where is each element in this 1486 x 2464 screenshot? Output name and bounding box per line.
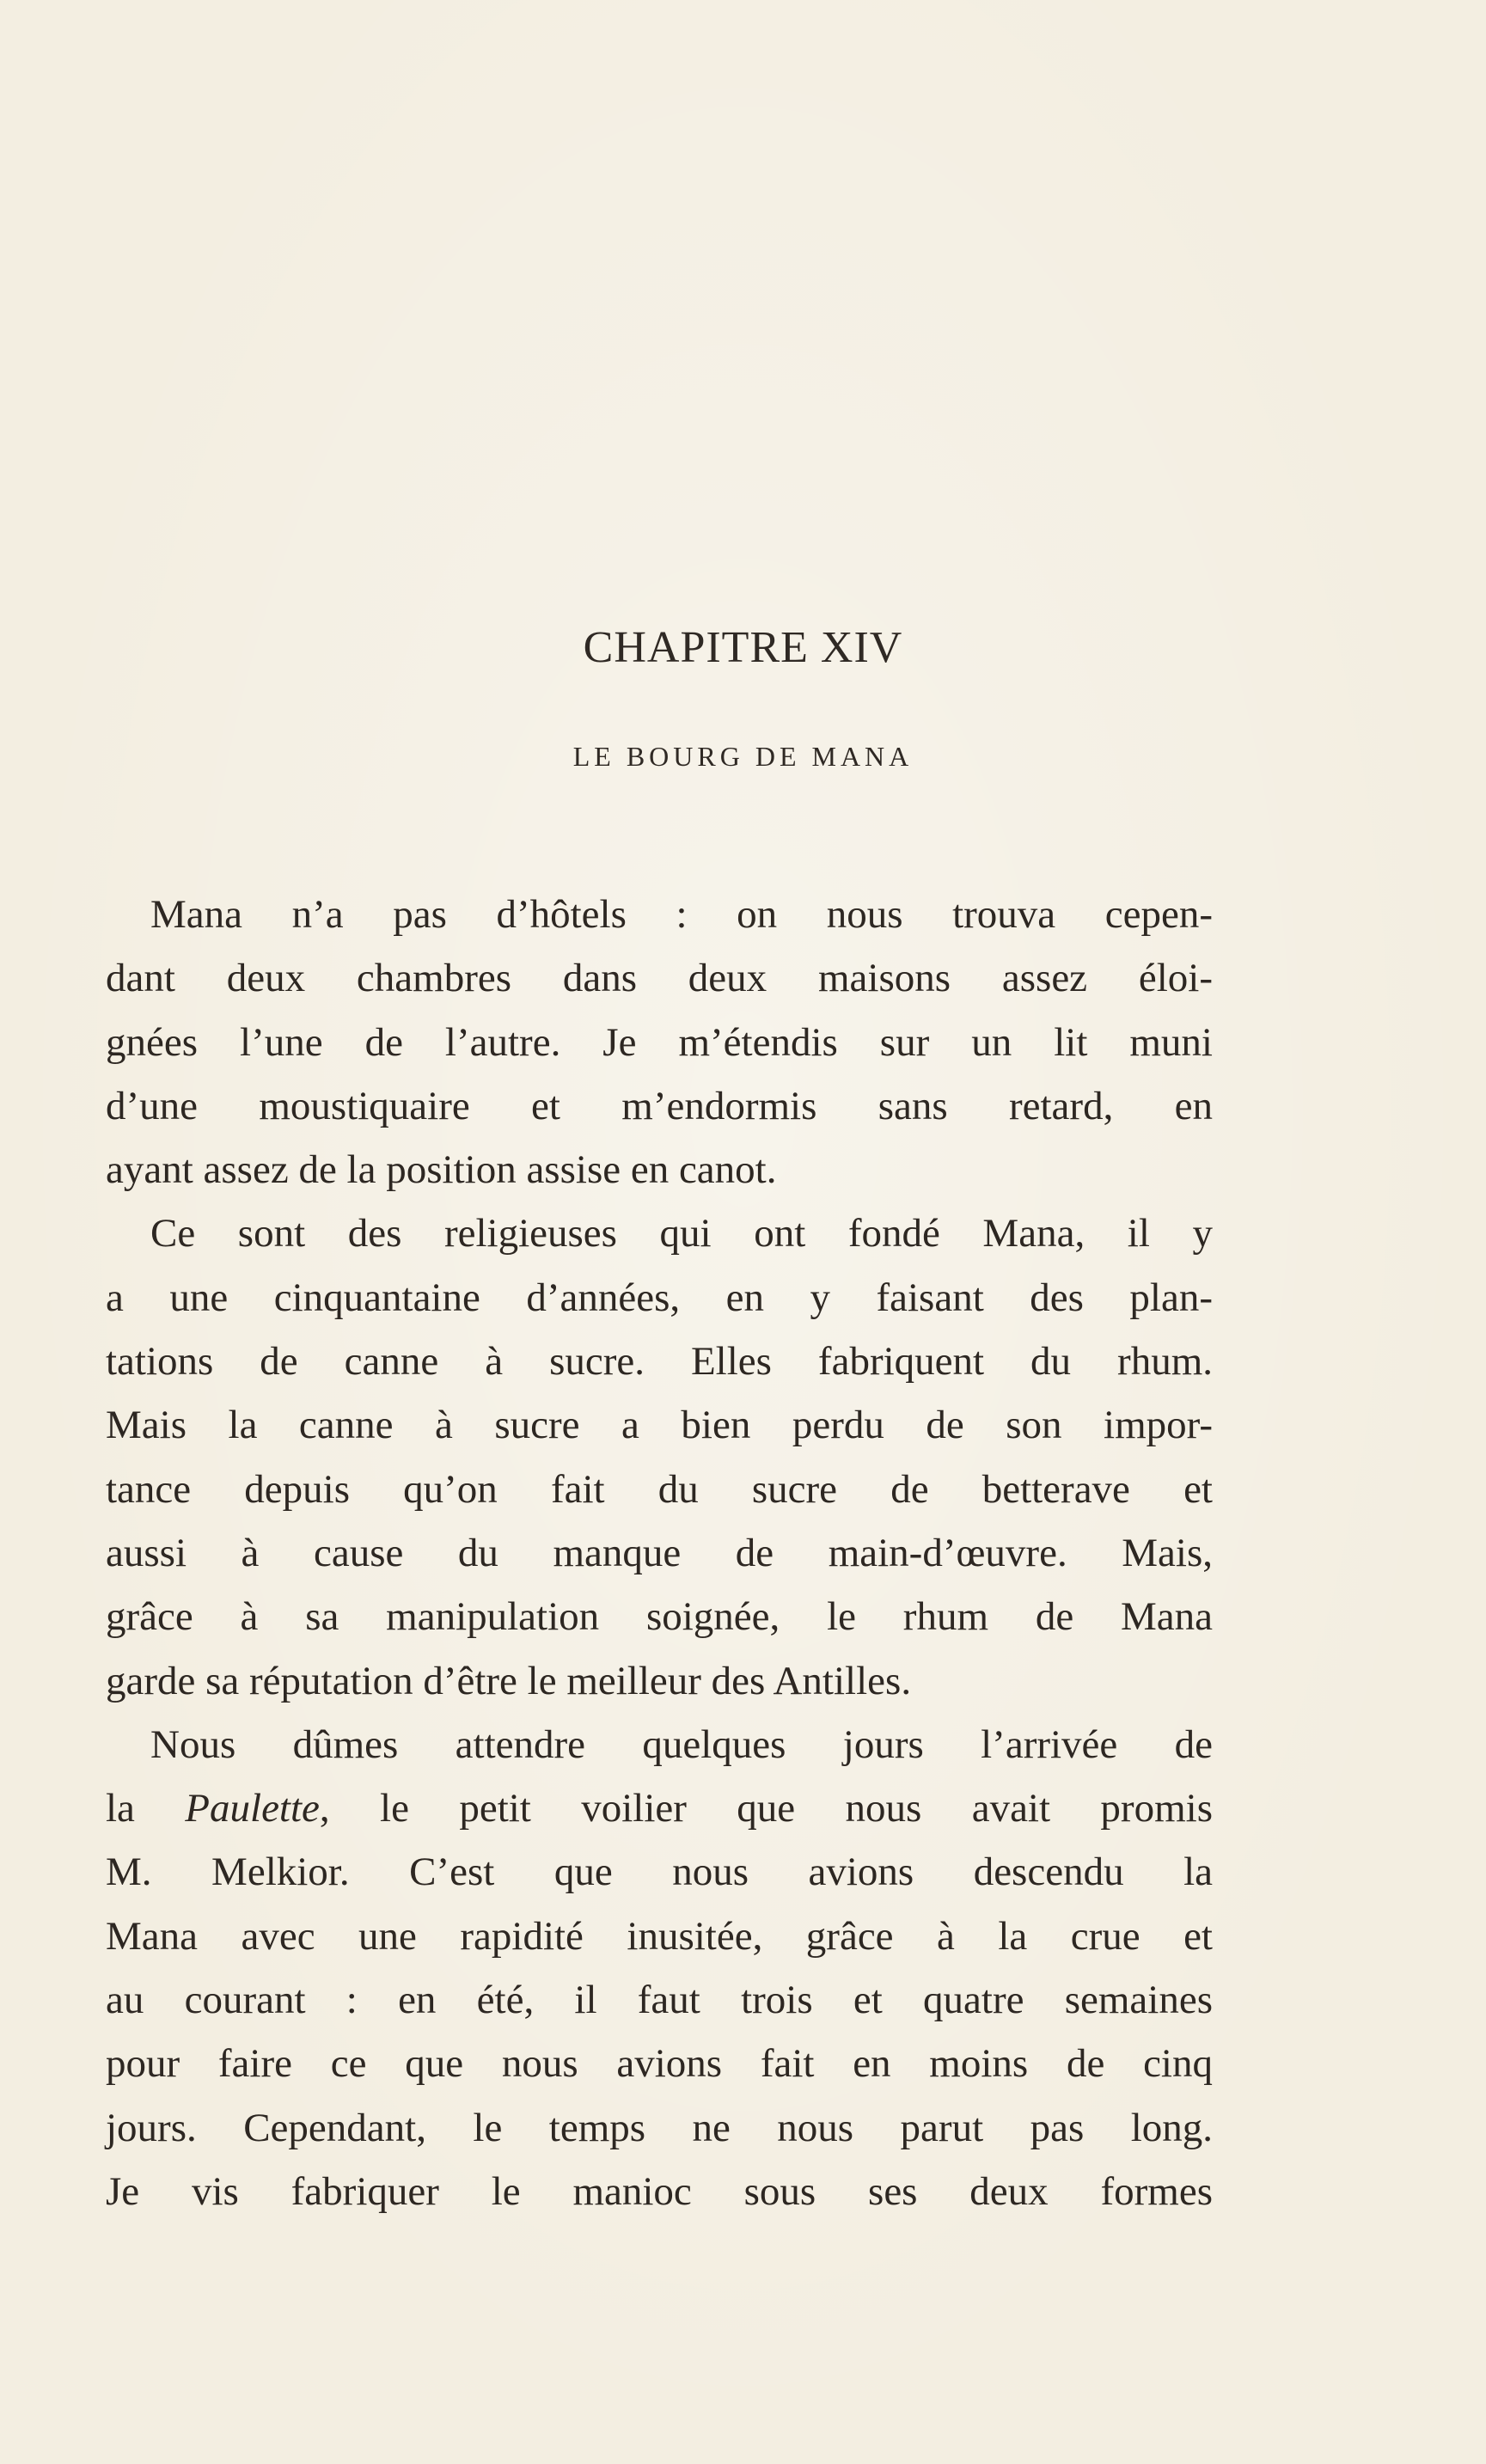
body-text — [106, 883, 1213, 2223]
text-line: gnées l’une de l’autre. Je m’étendis sur un lit muni — [106, 1019, 1213, 1065]
text-line-with-italic — [106, 1776, 1213, 1840]
text-segment: la — [106, 1786, 186, 1831]
paragraph-2 — [106, 1201, 1213, 1712]
text-line: dant deux chambres dans deux maisons assez éloi- — [106, 956, 1213, 1001]
text-line: grâce à sa manipulation soignée, le rhum de Mana — [106, 1594, 1213, 1640]
text-line: d’une moustiquaire et m’endormis sans retard, en — [106, 1083, 1213, 1128]
text-line: ayant assez de la position assise en canot. — [106, 1147, 777, 1193]
text-segment: , le petit voilier que nous avait promis — [319, 1786, 1213, 1831]
text-line: Je vis fabriquer le manioc sous ses deux formes — [106, 2168, 1213, 2214]
text-line: Ce sont des religieuses qui ont fondé Mana, il y — [150, 1211, 1213, 1256]
chapter-title: CHAPITRE XIV — [583, 623, 903, 672]
text-line: Mana n’a pas d’hôtels : on nous trouva cepen- — [150, 892, 1213, 937]
text-line: Mais la canne à sucre a bien perdu de son impor- — [106, 1403, 1213, 1448]
paragraph-3 — [106, 1713, 1213, 2223]
boat-name-italic: Paulette — [185, 1786, 320, 1831]
chapter-subtitle: LE BOURG DE MANA — [572, 741, 914, 772]
text-line: Mana avec une rapidité inusitée, grâce à la crue et — [106, 1913, 1213, 1959]
text-line: M. Melkior. C’est que nous avions descendu la — [106, 1850, 1213, 1895]
text-line: a une cinquantaine d’années, en y faisant des plan- — [106, 1275, 1213, 1320]
text-line: tations de canne à sucre. Elles fabriquent du rhum. — [106, 1339, 1213, 1385]
text-line: aussi à cause du manque de main-d’œuvre. Mais, — [106, 1530, 1213, 1575]
text-line: tance depuis qu’on fait du sucre de betterave et — [106, 1466, 1213, 1512]
text-line: pour faire ce que nous avions fait en moins de cinq — [106, 2041, 1213, 2087]
text-line: garde sa réputation d’être le meilleur des Antilles. — [106, 1658, 912, 1703]
paragraph-1 — [106, 883, 1213, 1201]
text-line: jours. Cependant, le temps ne nous parut pas long. — [106, 2105, 1213, 2150]
text-line: au courant : en été, il faut trois et quatre semaines — [106, 1978, 1213, 2023]
text-line: Nous dûmes attendre quelques jours l’arrivée de — [150, 1721, 1213, 1767]
